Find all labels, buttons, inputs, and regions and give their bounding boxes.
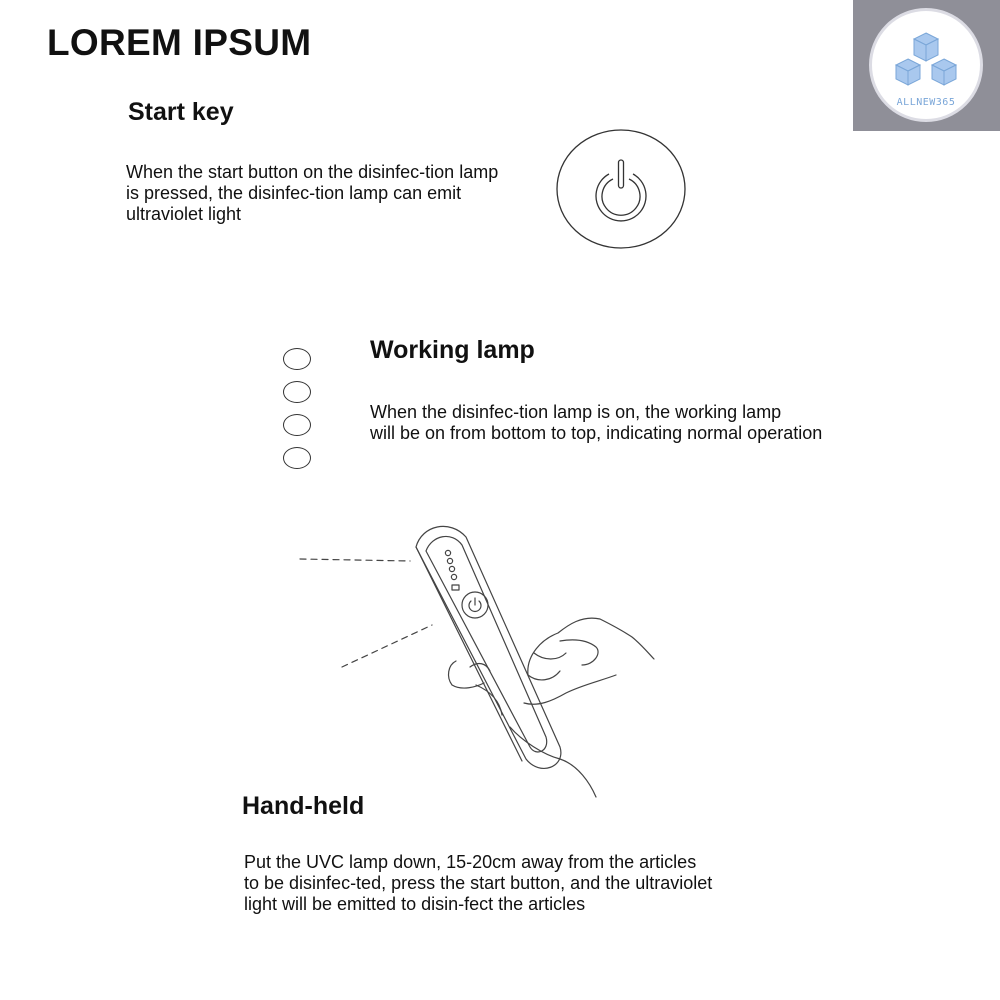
- working-lamp-heading: Working lamp: [370, 336, 535, 364]
- start-key-heading: Start key: [128, 98, 234, 126]
- indicator-light: [283, 381, 311, 403]
- start-key-description: [126, 162, 498, 225]
- uv-ray-line: [342, 625, 432, 667]
- brand-logo: [853, 0, 1000, 131]
- power-icon: [596, 160, 646, 221]
- cube-logo-icon: [872, 15, 980, 105]
- logo-text: ALLNEW365: [896, 97, 956, 108]
- working-lamp-line: will be on from bottom to top, indicating normal operation: [370, 423, 823, 443]
- working-lamp-description: [370, 402, 822, 444]
- page-title: LOREM IPSUM: [47, 22, 312, 63]
- hand-held-line: light will be emitted to disin-fect the articles: [244, 894, 586, 914]
- start-key-line: ultraviolet light: [126, 204, 242, 224]
- indicator-light: [283, 348, 311, 370]
- uv-ray-line: [300, 559, 410, 561]
- start-key-line: When the start button on the disinfec-tion lamp: [126, 162, 499, 182]
- hand-holding-uv-lamp-illustration: [290, 515, 670, 805]
- start-button-illustration: [555, 128, 689, 250]
- hand-held-heading: Hand-held: [242, 792, 365, 820]
- start-key-line: is pressed, the disinfec-tion lamp can emit: [126, 183, 462, 203]
- hand-held-description: [244, 852, 712, 915]
- indicator-light: [283, 414, 311, 436]
- hand-held-line: Put the UVC lamp down, 15-20cm away from the articles: [244, 852, 697, 872]
- uv-lamp-device: [416, 526, 561, 768]
- logo-badge: [869, 8, 983, 122]
- working-lamp-line: When the disinfec-tion lamp is on, the working lamp: [370, 402, 782, 422]
- hand-held-line: to be disinfec-ted, press the start button, and the ultraviolet: [244, 873, 713, 893]
- indicator-light: [283, 447, 311, 469]
